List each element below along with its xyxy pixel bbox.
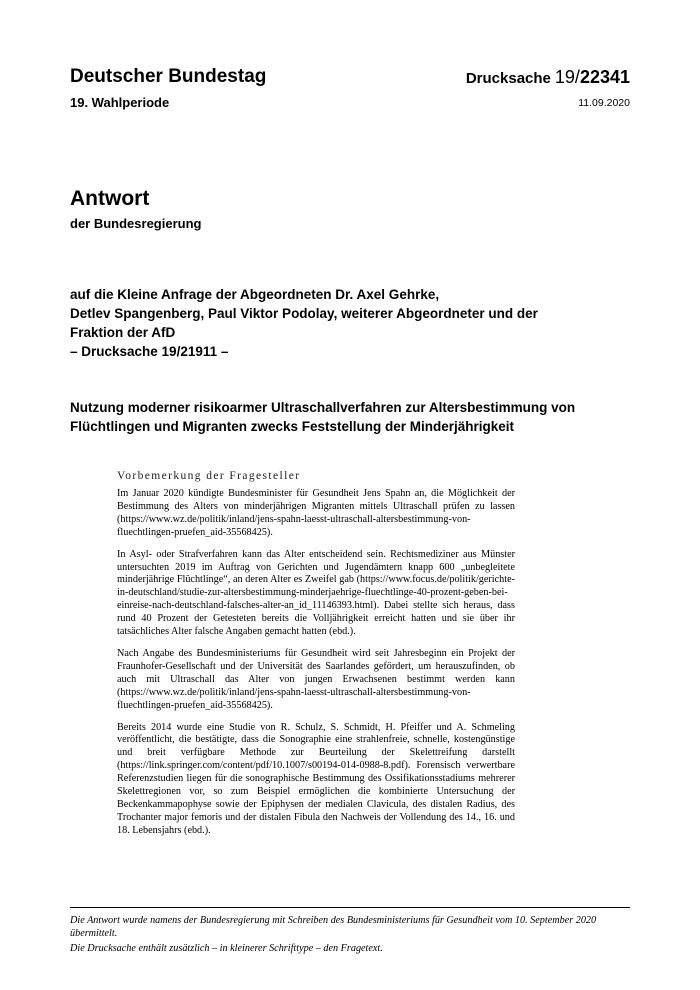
drucksache-label: Drucksache: [465, 70, 551, 87]
drucksache-id: 22341: [579, 67, 630, 87]
preliminary-paragraph: Bereits 2014 wurde eine Studie von R. Schulz, S. Schmidt, H. Pfeiffer und A. Schmeling veröffentlicht, die bestätigte, dass die Sonographie eine strahlenfreie, schnelle, kostengünstige und breit verfügbare Methode zur Beurteilung der Skelettreifung darstellt (https://link.springer.com/content/pdf/10.1007/s00194-014-0988-8.pdf). Forensisch verwertbare Referenzstudien liegen für die sonographische Bestimmung des Ossifikationsstadiums mehrerer Skelettregionen vor, so zum Beispiel ermöglichen die kombinierte Untersuchung der Beckenkammapophyse sowie der Epiphysen der medialen Clavicula, des distalen Radius, des Trochanter major femoris und der distalen Fibula den Nachweis der Vollendung des 14., 16. und 18. Lebensjahrs (ebd.).: [117, 721, 515, 836]
preliminary-heading: Vorbemerkung der Fragesteller: [117, 470, 301, 482]
preliminary-paragraph: In Asyl- oder Strafverfahren kann das Alter entscheidend sein. Rechtsmediziner aus Münster untersuchten 2019 im Auftrag von Gerichten und Jugendämtern knapp 600 „unbegleitete minderjährige Flüchtlinge“, an deren Alter es Zweifel gab (https://www.focus.de/politik/gerichte-in-deutschland/studie-zur-altersbestimmung-minderjaehrige-fluechtlinge-40-prozent-geben-bei-einreise-nach-deutschland-falsches-alter-an_id_11146393.html). Dabei stellte sich heraus, dass rund 40 Prozent der Getesteten bereits die Volljährigkeit erreicht hatten und sie über ihr tatsächliches Alter falsche Angaben gemacht hatten (ebd.).: [117, 548, 515, 638]
inquiry-line: Detlev Spangenberg, Paul Viktor Podolay, weiterer Abgeordneter und der: [70, 306, 538, 321]
footer-note-transmission: Die Antwort wurde namens der Bundesregierung mit Schreiben des Bundesministeriums für Gesundheit vom 10. September 2020 übermittelt.: [70, 915, 597, 939]
document-date: 11.09.2020: [578, 97, 630, 109]
subject-line: Flüchtlingen und Migranten zwecks Feststellung der Minderjährigkeit: [70, 419, 515, 434]
inquiry-line: Fraktion der AfD: [70, 325, 176, 340]
electoral-period: 19. Wahlperiode: [70, 95, 170, 110]
preliminary-paragraph: Im Januar 2020 kündigte Bundesminister für Gesundheit Jens Spahn an, die Möglichkeit der Bestimmung des Alters von minderjährigen Migranten mittels Ultraschall prüfen zu lassen (https://www.wz.de/politik/inland/jens-spahn-laesst-ultraschall-altersbestimmung-von-fluechtlingen-pruefen_aid-35568425).: [117, 488, 515, 538]
inquiry-reference: [70, 285, 640, 361]
drucksache-number: [466, 67, 630, 88]
footer-divider: [70, 907, 630, 908]
document-type: Antwort: [70, 187, 150, 210]
parliament-name: Deutscher Bundestag: [70, 66, 267, 87]
inquiry-line: – Drucksache 19/21911 –: [70, 344, 229, 359]
subject-line: Nutzung moderner risikoarmer Ultraschallverfahren zur Altersbestimmung von: [70, 400, 576, 415]
drucksache-prefix: 19/: [554, 67, 580, 87]
preliminary-remarks: [117, 470, 515, 847]
preliminary-paragraph: Nach Angabe des Bundesministeriums für Gesundheit wird seit Jahresbeginn ein Projekt der Fraunhofer-Gesellschaft und der Universität des Saarlandes gefördert, um herauszufinden, ob auch mit Ultraschall das Alter von jungen Erwachsenen bestimmt werden kann (https://www.wz.de/politik/inland/jens-spahn-laesst-ultraschall-altersbestimmung-von-fluechtlingen-pruefen_aid-35568425).: [117, 647, 515, 711]
inquiry-line: auf die Kleine Anfrage der Abgeordneten Dr. Axel Gehrke,: [70, 287, 440, 302]
footer-note-contents: Die Drucksache enthält zusätzlich – in kleinerer Schrifttype – den Fragetext.: [70, 943, 383, 954]
document-subject: [70, 398, 640, 436]
footer-notes: [70, 914, 635, 957]
document-issuer: der Bundesregierung: [70, 216, 202, 231]
